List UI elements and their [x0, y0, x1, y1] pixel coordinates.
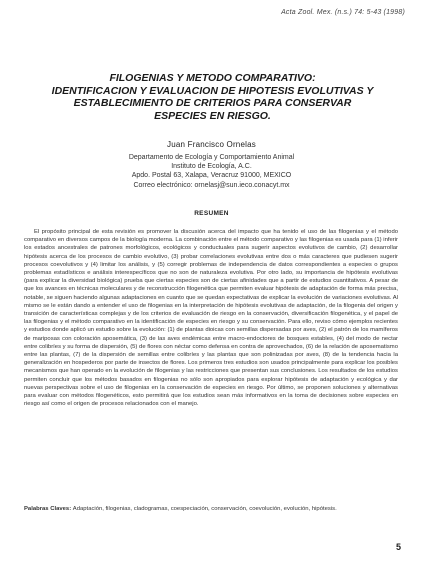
title-line: ESTABLECIMIENTO DE CRITERIOS PARA CONSERVAR	[73, 97, 352, 109]
abstract-paragraph: El propósito principal de esta revisión es promover la discusión acerca del impacto que ha tenido el uso de las filogenias y el método comparativo en diversos campos de la biología moderna. La combinación entre el método comparativo y las filogenias es usada para (1) inferir los estados ancestrales de patrones morfológicos, ecológicos y conductuales para sugerir aspectos evolutivos de cambio, (2) desarrollar hipótesis acerca de los procesos de cambio evolutivo, (3) probar correlaciones evolutivas entre dos o más caracteres que pudiesen sugerir procesos coevolutivos y (4) limitar los análisis, y (5) corregir problemas de independencia de datos correspondientes a especies o grupos problemas estadísticos e análisis interespecíficos que no son de naturaleza evolutiva. Por otro lado, su importancia de hipótesis evolutivas (para explicar la diversidad biológica) prueba que ciertas especies son de ciertas afinidades que a partir de estudios cuantitativos. A pesar de que los avances en técnicas moleculares y de reconstrucción filogenética que permiten evaluar hipótesis de adaptación de forma más precisa, notable, se siguen haciendo algunas adaptaciones en cuanto que se quedan expectativas de explicar la evolución de variaciones evolutivas. Al mismo se le están dando a entender el uso de filogenias en la interpretación de hipótesis evolutivas de adaptación, de la filogenia del origen y transición de características complejas y de los criterios de evaluación de riesgo en la conservación, diversificación filogenética, y el papel de las filogenias y el método comparativo en la identificación de especies en riesgo y su conservación. Para ello, reviso cómo ejemplos recientes y estudios donde aplicó un estudio sobre la evolución: (1) de plantas dioicas con semillas dispersadas por aves, (2) el patrón de los mamíferos de mariposas con coloración aposemática, (3) de las aves endémicas entre macro-endoctores de bosques estables, (4) del modo de nectar entre colibríes y su forma de dispersión, (5) de flores con néctar como defensa en contra de aprovechados, (6) de la relación de aposematismo entre las plantas, (7) de la dispersión de semillas entre colibríes y las plantas que son polinizadas por aves, (8) de la tendencia hacia la generalización en hospederos por parte de insectos de flores. Los primeros tres estudios son usados principalmente para explicar los posibles mecanismos que han operado en la evolución de filogenias y las restricciones que presentan sus conclusiones. Los resultados de los estudios permiten concluir que los métodos basados en filogenias no sólo son apropiados para explorar hipótesis de adaptación y ecológica y dar nuevas perspectivas sobre el uso de filogenias en la conservación de especies en riesgo. Por último, se proponen soluciones y alternativas para evaluar con métodos filogenéticos, esto permitirá que los estudios sean más informativos en la toma de decisiones sobre especies en riesgo así como el origen de procesos relacionados con el manejo.	[24, 229, 398, 408]
title-line: IDENTIFICACION Y EVALUACION DE HIPOTESIS EVOLUTIVAS Y	[51, 84, 374, 97]
abstract-body	[24, 228, 398, 408]
keywords-label: Palabras Claves:	[24, 506, 73, 512]
keywords-text: Adaptación, filogenias, cladogramas, coespeciación, conservación, coevolución, evolución, hipótesis.	[72, 506, 337, 512]
author-affiliation	[0, 153, 423, 190]
affiliation-email: Correo electrónico: ornelasj@sun.ieco.conacyt.mx	[133, 181, 290, 189]
affiliation-line: Apdo. Postal 63, Xalapa, Veracruz 91000, MEXICO	[131, 172, 292, 180]
title-line: ESPECIES EN RIESGO.	[154, 109, 271, 122]
abstract-heading: RESUMEN	[194, 210, 229, 217]
author-name: Juan Francisco Ornelas	[167, 140, 256, 149]
affiliation-line: Instituto de Ecología, A.C.	[171, 163, 252, 171]
journal-reference: Acta Zool. Mex. (n.s.) 74: 5-43 (1998)	[281, 9, 405, 16]
page-number: 5	[395, 542, 401, 552]
title-line: FILOGENIAS Y METODO COMPARATIVO:	[109, 72, 316, 84]
article-title	[40, 72, 385, 122]
affiliation-line: Departamento de Ecología y Comportamiento Animal	[128, 154, 295, 161]
keywords	[24, 505, 398, 513]
